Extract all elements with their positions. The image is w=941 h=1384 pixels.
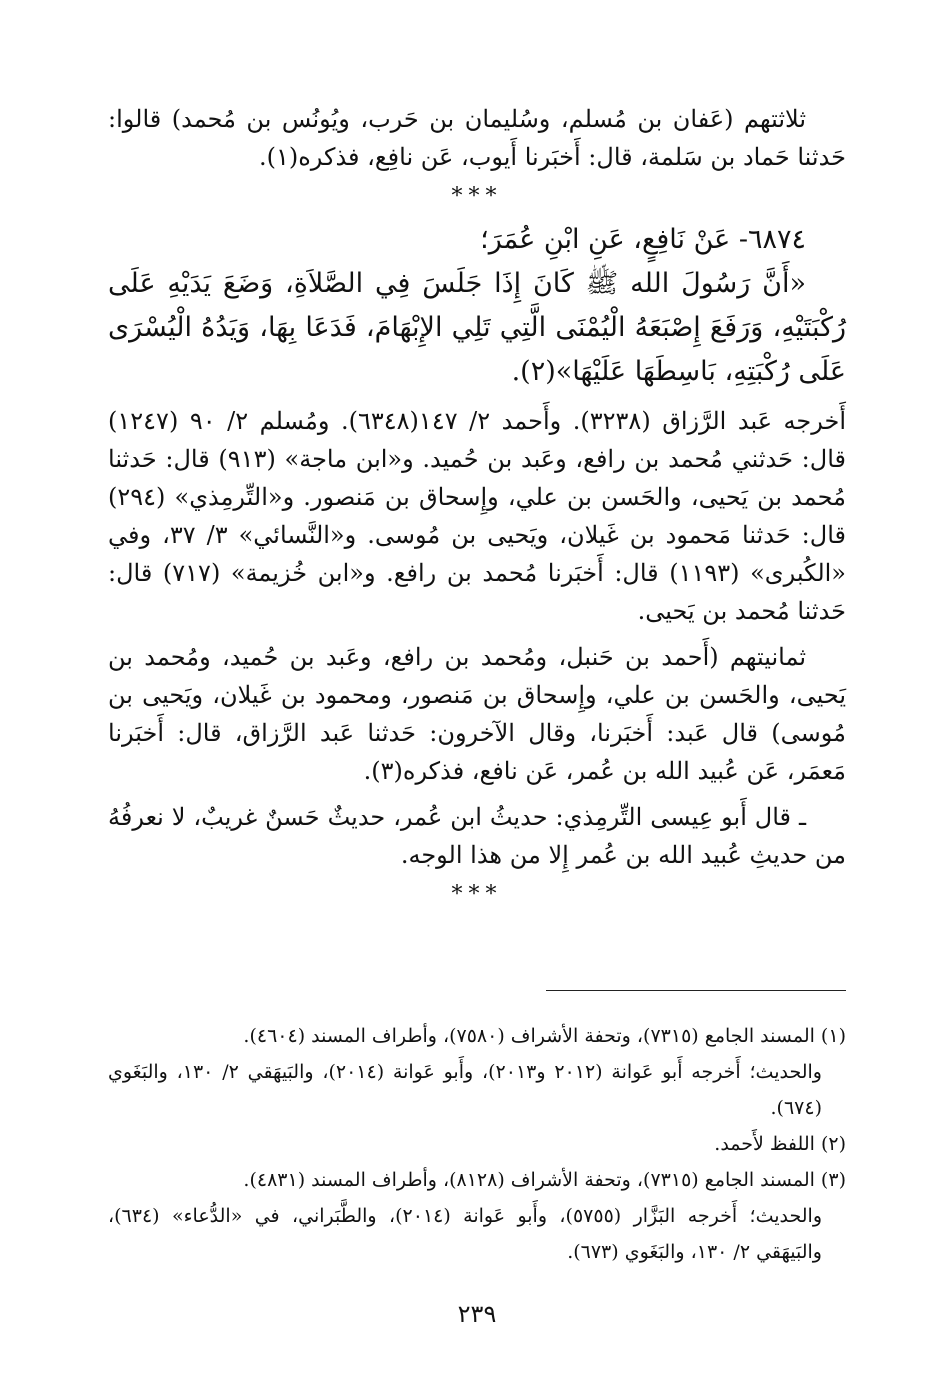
section-separator-stars: *** [451, 184, 503, 209]
hadith-text: «أَنَّ رَسُولَ الله ﷺ كَانَ إِذَا جَلَسَ فِي الصَّلاَةِ، وَضَعَ يَدَيْهِ عَلَى رُكْبَتَيْهِ، وَرَفَعَ إِصْبَعَهُ الْيُمْنَى الَّتِي تَلِي الإِبْهَامَ، فَدَعَا بِهَا، وَيَدُهُ الْيُسْرَى عَلَى رُكْبَتِهِ، بَاسِطَهَا عَلَيْهَا»(٢). [108, 268, 846, 387]
paragraph-tirmidhi-comment: ـ قال أَبو عِيسى التِّرمِذي: حديثُ ابن عُمر، حديثٌ حَسنٌ غريبٌ، لا نعرفُهُ من حديثِ عُبيد الله بن عُمر إِلا من هذا الوجه. [108, 803, 846, 869]
footnote-3: (٣) المسند الجامع (٧٣١٥)، وتحفة الأشراف (٨١٢٨)، وأطراف المسند (٤٨٣١). [243, 1169, 846, 1191]
footnote-1-continuation: والحديث؛ أَخرجه أَبو عَوانة (٢٠١٢ و٢٠١٣)، وأَبو عَوانة (٢٠١٤)، والبَيهَقي ٢/ ١٣٠، والبَغَوي (٦٧٤). [108, 1061, 822, 1119]
footnote-1: (١) المسند الجامع (٧٣١٥)، وتحفة الأشراف (٧٥٨٠)، وأطراف المسند (٤٦٠٤). [243, 1025, 846, 1047]
footnotes [108, 1018, 846, 1270]
footnote-separator-line [546, 990, 846, 991]
footnote-3-continuation: والحديث؛ أَخرجه البَزَّار (٥٧٥٥)، وأَبو عَوانة (٢٠١٤)، والطَّبَراني، في «الدُّعاء» (٦٣٤)، والبَيهَقي ٢/ ١٣٠، والبَغَوي (٦٧٣). [108, 1205, 822, 1263]
section-separator-stars-2: *** [451, 882, 503, 907]
hadith-number-heading: ٦٨٧٤- عَنْ نَافِعٍ، عَنِ ابْنِ عُمَرَ؛ [480, 224, 806, 255]
footnote-2: (٢) اللفظ لأَحمد. [714, 1133, 846, 1155]
paragraph-chain-2: ثمانيتهم (أَحمد بن حَنبل، ومُحمد بن رافع، وعَبد بن حُميد، ومُحمد بن يَحيى، والحَسن بن علي، وإِسحاق بن مَنصور، ومحمود بن غَيلان، ويَحيى بن مُوسى) قال عَبد: أَخبَرنا، وقال الآخرون: حَدثنا عَبد الرَّزاق، قال: أَخبَرنا مَعمَر، عَن عُبيد الله بن عُمر، عَن نافع، فذكره(٣). [108, 643, 846, 785]
page-number: ٢٣٩ [457, 1300, 497, 1328]
paragraph-takhrij: أَخرجه عَبد الرَّزاق (٣٢٣٨). وأَحمد ٢/ ١٤٧(٦٣٤٨). ومُسلم ٢/ ٩٠ (١٢٤٧) قال: حَدثني مُحمد بن رافع، وعَبد بن حُميد. و«ابن ماجة» (٩١٣) قال: حَدثنا مُحمد بن يَحيى، والحَسن بن علي، وإِسحاق بن مَنصور. و«التِّرمِذي» (٢٩٤) قال: حَدثنا مَحمود بن غَيلان، ويَحيى بن مُوسى. و«النَّسائي» ٣/ ٣٧، وفي «الكُبرى» (١١٩٣) قال: أَخبَرنا مُحمد بن رافع. و«ابن خُزيمة» (٧١٧) قال: حَدثنا مُحمد بن يَحيى. [108, 407, 846, 625]
page-body [108, 100, 846, 1328]
paragraph-chain-1: ثلاثتهم (عَفان بن مُسلم، وسُليمان بن حَرب، ويُونُس بن مُحمد) قالوا: حَدثنا حَماد بن سَلمة، قال: أَخبَرنا أَيوب، عَن نافِع، فذكره(١). [108, 105, 846, 171]
